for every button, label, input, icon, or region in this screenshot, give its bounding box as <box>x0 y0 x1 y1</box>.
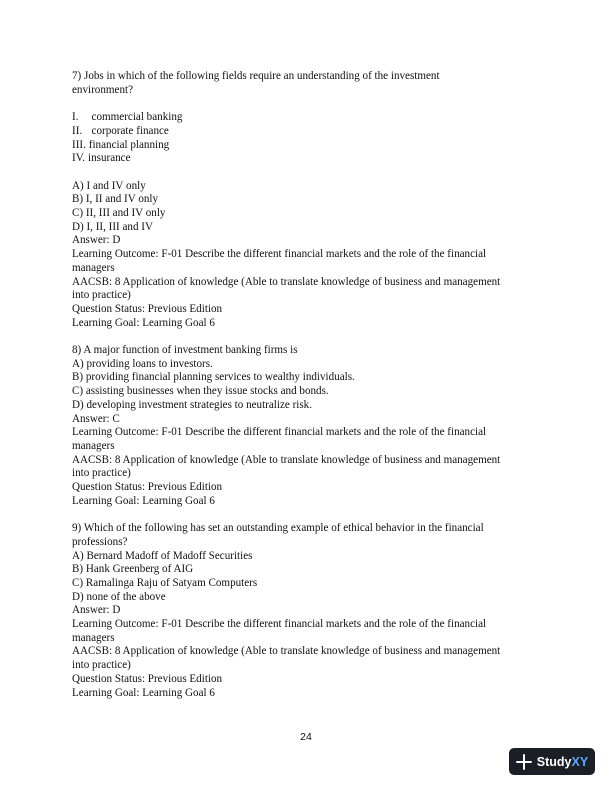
option-a: A) Bernard Madoff of Madoff Securities <box>72 549 253 562</box>
badge-suffix: XY <box>571 754 589 769</box>
roman-item: IV. insurance <box>72 152 131 165</box>
learning-outcome-cont: managers <box>72 439 115 452</box>
question-stem: 7) Jobs in which of the following fields require an understanding of the investment <box>72 70 440 82</box>
learning-goal: Learning Goal: Learning Goal 6 <box>72 494 215 507</box>
question-8 <box>72 344 552 508</box>
answer: Answer: C <box>72 412 120 425</box>
question-stem: 8) A major function of investment banking firms is <box>72 344 298 357</box>
option-d: D) I, II, III and IV <box>72 220 154 233</box>
question-status: Question Status: Previous Edition <box>72 481 223 494</box>
option-d: D) developing investment strategies to neutralize risk. <box>72 398 312 411</box>
aacsb: AACSB: 8 Application of knowledge (Able to translate knowledge of business and management <box>72 645 501 658</box>
question-status: Question Status: Previous Edition <box>72 302 223 315</box>
option-b: B) providing financial planning services to wealthy individuals. <box>72 371 355 384</box>
roman-item: III. financial planning <box>72 138 170 151</box>
question-status: Question Status: Previous Edition <box>72 672 223 685</box>
answer: Answer: D <box>72 234 121 247</box>
learning-outcome-cont: managers <box>72 631 115 644</box>
aacsb: AACSB: 8 Application of knowledge (Able to translate knowledge of business and management <box>72 453 501 466</box>
option-a: A) I and IV only <box>72 179 146 192</box>
roman-item: I. commercial banking <box>72 111 183 124</box>
question-9 <box>72 522 552 700</box>
option-a: A) providing loans to investors. <box>72 357 213 370</box>
option-d: D) none of the above <box>72 590 166 603</box>
plus-sparkle-icon <box>516 754 532 770</box>
question-stem-cont: professions? <box>72 535 128 548</box>
option-b: B) Hank Greenberg of AIG <box>72 563 194 576</box>
aacsb-cont: into practice) <box>72 289 131 302</box>
option-c: C) assisting businesses when they issue stocks and bonds. <box>72 385 329 398</box>
learning-outcome: Learning Outcome: F-01 Describe the different financial markets and the role of the financial <box>72 248 487 261</box>
studyxy-badge[interactable] <box>509 748 595 775</box>
page-number: 24 <box>300 731 312 743</box>
badge-prefix: Study <box>536 754 572 769</box>
learning-goal: Learning Goal: Learning Goal 6 <box>72 316 215 329</box>
aacsb-cont: into practice) <box>72 659 131 672</box>
question-stem: 9) Which of the following has set an outstanding example of ethical behavior in the financial <box>72 522 484 535</box>
answer: Answer: D <box>72 604 121 617</box>
question-list <box>72 70 552 700</box>
learning-outcome: Learning Outcome: F-01 Describe the different financial markets and the role of the financial <box>72 426 487 439</box>
learning-goal: Learning Goal: Learning Goal 6 <box>72 686 215 699</box>
option-c: C) II, III and IV only <box>72 207 166 219</box>
option-c: C) Ramalinga Raju of Satyam Computers <box>72 576 258 589</box>
aacsb: AACSB: 8 Application of knowledge (Able to translate knowledge of business and management <box>72 275 501 288</box>
question-stem-cont: environment? <box>72 83 133 96</box>
aacsb-cont: into practice) <box>72 467 131 480</box>
option-b: B) I, II and IV only <box>72 193 159 206</box>
learning-outcome-cont: managers <box>72 261 115 274</box>
question-7 <box>72 70 552 330</box>
roman-item: II. corporate finance <box>72 124 169 137</box>
learning-outcome: Learning Outcome: F-01 Describe the different financial markets and the role of the financial <box>72 618 487 631</box>
